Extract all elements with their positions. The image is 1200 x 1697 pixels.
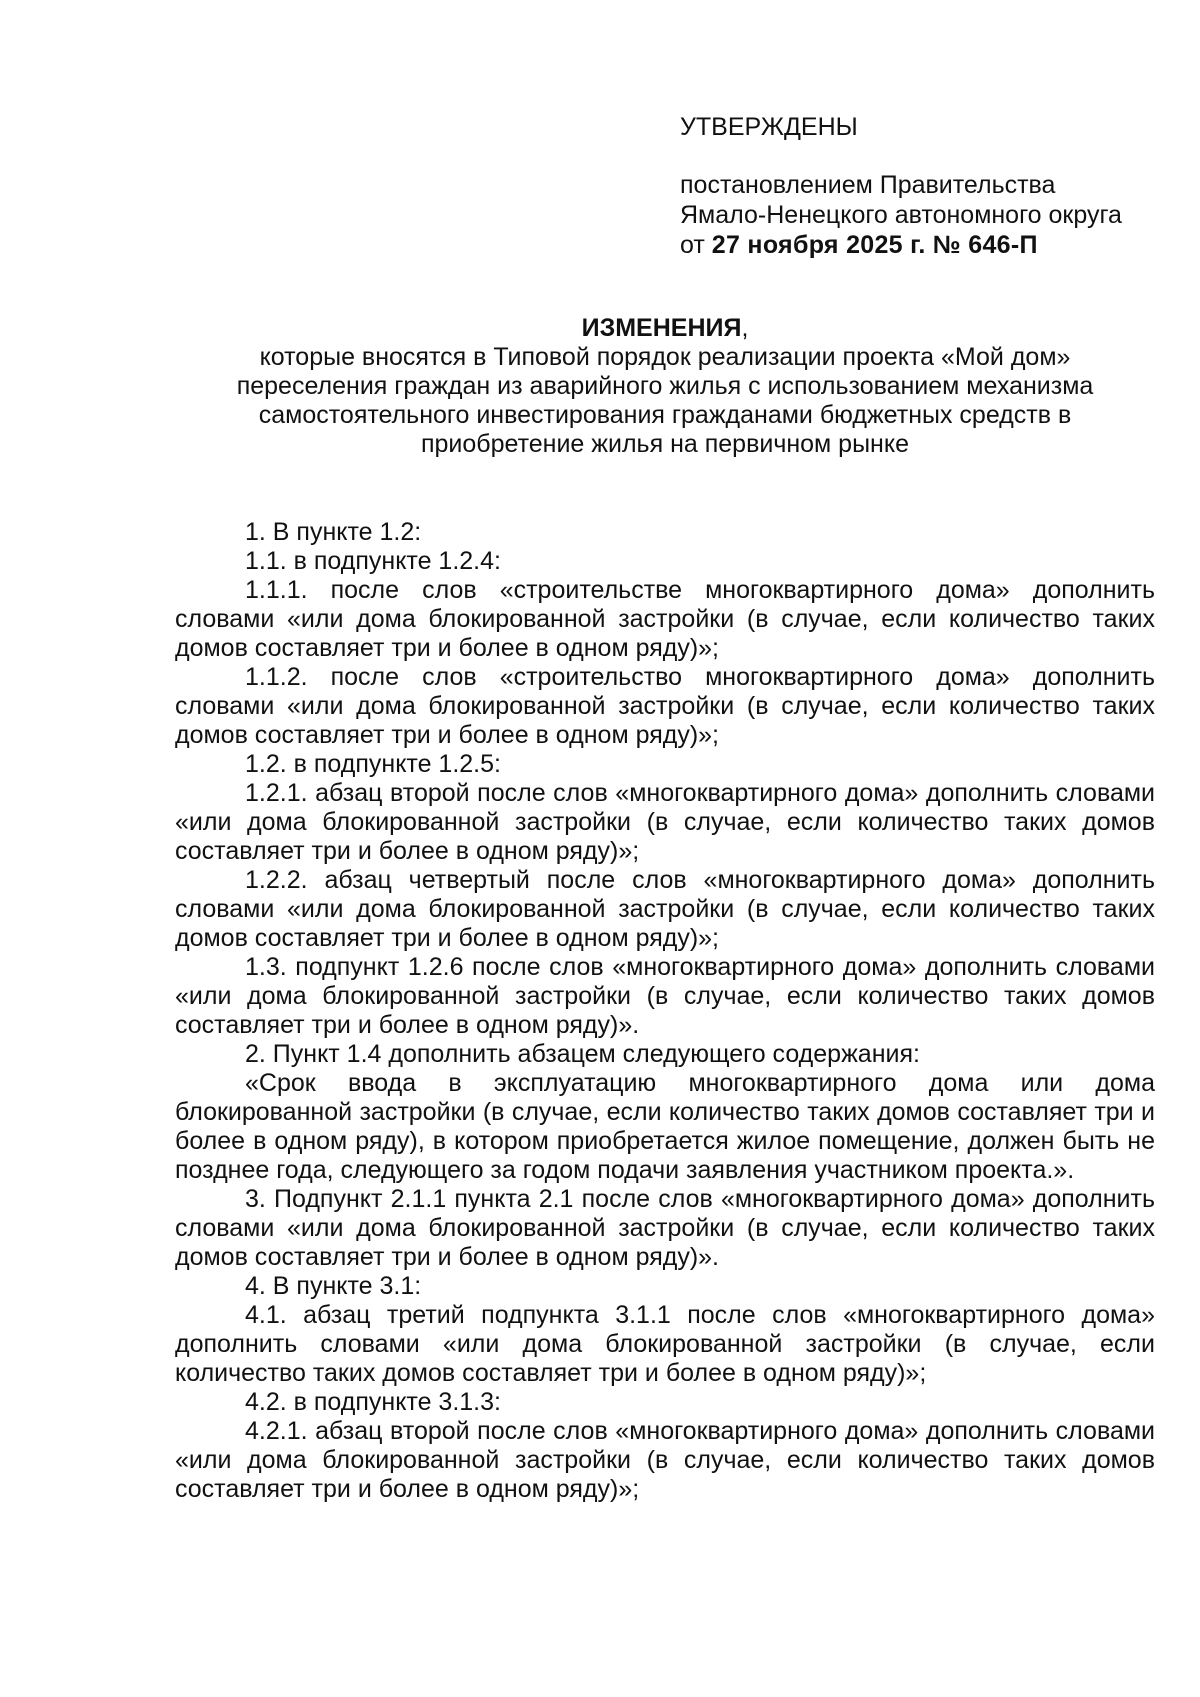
paragraph-1-2-2: 1.2.2. абзац четвертый после слов «многоквартирного дома» дополнить словами «или дома блокированной застройки (в случае, если количество таких домов составляет три и более в одном ряду)»; <box>175 866 1155 952</box>
paragraph-1-1-2: 1.1.2. после слов «строительство многоквартирного дома» дополнить словами «или дома блокированной застройки (в случае, если количество таких домов составляет три и более в одном ряду)»; <box>175 663 1155 749</box>
paragraph-2-quote: «Срок ввода в эксплуатацию многоквартирного дома или дома блокированной застройки (в случае, если количество таких домов составляет три и более в одном ряду), в котором приобретается жилое помещение, должен быть не позднее года, следующего за годом подачи заявления участником проекта.». <box>175 1069 1155 1184</box>
title-line: которые вносятся в Типовой порядок реализации проекта «Мой дом» <box>259 343 1071 371</box>
paragraph-2: 2. Пункт 1.4 дополнить абзацем следующего содержания: <box>245 1040 920 1068</box>
paragraph-4-2-1: 4.2.1. абзац второй после слов «многоквартирного дома» дополнить словами «или дома блокированной застройки (в случае, если количество таких домов составляет три и более в одном ряду)»; <box>175 1417 1155 1503</box>
paragraph-1-3: 1.3. подпункт 1.2.6 после слов «многоквартирного дома» дополнить словами «или дома блокированной застройки (в случае, если количество таких домов составляет три и более в одном ряду)». <box>175 953 1155 1039</box>
approval-date: 27 ноября 2025 г. № 646-П <box>711 231 1038 259</box>
title-line: самостоятельного инвестирования гражданами бюджетных средств в <box>258 401 1072 429</box>
approved-label: УТВЕРЖДЕНЫ <box>680 113 858 141</box>
paragraph-4-2: 4.2. в подпункте 3.1.3: <box>245 1388 501 1416</box>
document-title <box>175 314 1155 459</box>
paragraph-1-2: 1.2. в подпункте 1.2.5: <box>245 750 501 778</box>
title-heading-suffix: , <box>741 314 749 342</box>
title-line: приобретение жилья на первичном рынке <box>420 430 909 458</box>
paragraph-1: 1. В пункте 1.2: <box>245 518 422 546</box>
approval-line-government: постановлением Правительства <box>680 171 1056 199</box>
approval-date-prefix: от <box>680 231 712 259</box>
paragraph-1-2-1: 1.2.1. абзац второй после слов «многоквартирного дома» дополнить словами «или дома блокированной застройки (в случае, если количество таких домов составляет три и более в одном ряду)»; <box>175 779 1155 865</box>
approval-line-region: Ямало-Ненецкого автономного округа <box>680 201 1122 229</box>
title-heading: ИЗМЕНЕНИЯ <box>581 314 742 342</box>
paragraph-1-1-1: 1.1.1. после слов «строительстве многоквартирного дома» дополнить словами «или дома блокированной застройки (в случае, если количество таких домов составляет три и более в одном ряду)»; <box>175 576 1155 662</box>
paragraph-3: 3. Подпункт 2.1.1 пункта 2.1 после слов «многоквартирного дома» дополнить словами «или дома блокированной застройки (в случае, если количество таких домов составляет три и более в одном ряду)». <box>175 1185 1155 1271</box>
approval-block <box>680 112 1150 260</box>
title-heading-line <box>175 314 1155 343</box>
paragraph-1-1: 1.1. в подпункте 1.2.4: <box>245 547 501 575</box>
document-body <box>175 518 1155 1504</box>
paragraph-4-1: 4.1. абзац третий подпункта 3.1.1 после слов «многоквартирного дома» дополнить словами «или дома блокированной застройки (в случае, если количество таких домов составляет три и более в одном ряду)»; <box>175 1301 1155 1387</box>
paragraph-4: 4. В пункте 3.1: <box>245 1272 422 1300</box>
title-line: переселения граждан из аварийного жилья с использованием механизма <box>236 372 1094 400</box>
approval-date-line <box>680 230 1150 260</box>
